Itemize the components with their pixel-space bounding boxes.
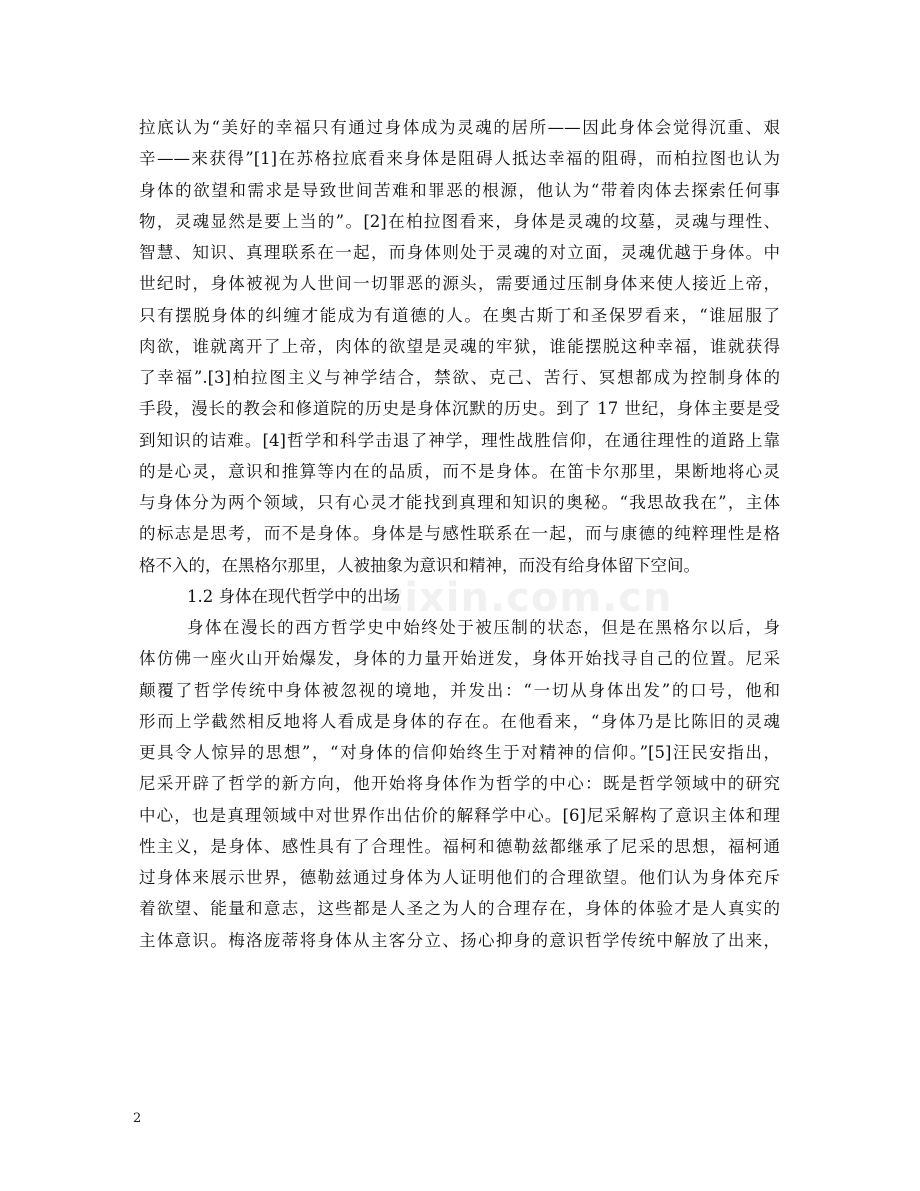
text-line: 智慧、知识、真理联系在一起，而身体则处于灵魂的对立面，灵魂优越于身体。中	[139, 243, 780, 262]
text-line: 肉欲，谁就离开了上帝，肉体的欲望是灵魂的牢狱，谁能摆脱这种幸福，谁就获得	[139, 336, 780, 356]
text-line: 只有摆脱身体的纠缠才能成为有道德的人。在奥古斯丁和圣保罗看来，“谁屈服了	[139, 305, 780, 325]
text-line: 尼采开辟了哲学的新方向，他开始将身体作为哲学的中心：既是哲学领域中的研究	[139, 774, 780, 794]
text-line: 了幸福”.[3]柏拉图主义与神学结合，禁欲、克己、苦行、冥想都成为控制身体的	[139, 368, 780, 387]
text-line: 形而上学截然相反地将人看成是身体的存在。在他看来，“身体乃是比陈旧的灵魂	[139, 711, 780, 731]
text-line: 身体的欲望和需求是导致世间苦难和罪恶的根源，他认为“带着肉体去探索任何事	[139, 180, 780, 200]
text-line: 物，灵魂显然是要上当的”。[2]在柏拉图看来，身体是灵魂的坟墓，灵魂与理性、	[139, 211, 780, 231]
text-line: 到知识的诘难。[4]哲学和科学击退了神学，理性战胜信仰，在通往理性的道路上靠	[139, 430, 780, 450]
text-line: 格不入的，在黑格尔那里，人被抽象为意识和精神，而没有给身体留下空间。	[139, 555, 700, 575]
text-line: 体仿佛一座火山开始爆发，身体的力量开始迸发，身体开始找寻自己的位置。尼采	[139, 649, 780, 669]
text-line: 颠覆了哲学传统中身体被忽视的境地，并发出：“一切从身体出发”的口号，他和	[139, 680, 780, 700]
paragraph-2	[139, 612, 780, 956]
text-line: 着欲望、能量和意志，这些都是人圣之为人的合理存在，身体的体验才是人真实的	[139, 899, 780, 919]
text-line: 的标志是思考，而不是身体。身体是与感性联系在一起，而与康德的纯粹理性是格	[139, 524, 780, 544]
text-line: 中心，也是真理领域中对世界作出估价的解释学中心。[6]尼采解构了意识主体和理	[139, 805, 780, 825]
text-line: 过身体来展示世界，德勒兹通过身体为人证明他们的合理欲望。他们认为身体充斥	[139, 868, 780, 887]
paragraph-1	[139, 112, 780, 581]
text-line: 身体在漫长的西方哲学史中始终处于被压制的状态，但是在黑格尔以后，身	[187, 618, 780, 637]
watermark: zixin.com.cn	[380, 575, 673, 621]
text-line: 世纪时，身体被视为人世间一切罪恶的源头，需要通过压制身体来使人接近上帝，	[139, 274, 780, 294]
text-line: 拉底认为“美好的幸福只有通过身体成为灵魂的居所——因此身体会觉得沉重、艰	[139, 118, 780, 137]
text-line: 辛——来获得”[1]在苏格拉底看来身体是阻碍人抵达幸福的阻碍，而柏拉图也认为	[139, 149, 780, 169]
body-text	[139, 112, 780, 956]
section-heading: 1.2 身体在现代哲学中的出场	[187, 586, 400, 606]
text-line: 主体意识。梅洛庞蒂将身体从主客分立、扬心抑身的意识哲学传统中解放了出来，	[139, 930, 780, 950]
text-line: 更具令人惊异的思想”，“对身体的信仰始终生于对精神的信仰。”[5]汪民安指出，	[139, 743, 780, 762]
text-line: 的是心灵，意识和推算等内在的品质，而不是身体。在笛卡尔那里，果断地将心灵	[139, 461, 780, 481]
page-number: 2	[133, 1111, 142, 1126]
text-line: 手段，漫长的教会和修道院的历史是身体沉默的历史。到了 17 世纪，身体主要是受	[139, 399, 780, 419]
text-line: 性主义，是身体、感性具有了合理性。福柯和德勒兹都继承了尼采的思想，福柯通	[139, 836, 780, 856]
text-line: 与身体分为两个领域，只有心灵才能找到真理和知识的奥秘。“我思故我在”，主体	[139, 493, 780, 512]
